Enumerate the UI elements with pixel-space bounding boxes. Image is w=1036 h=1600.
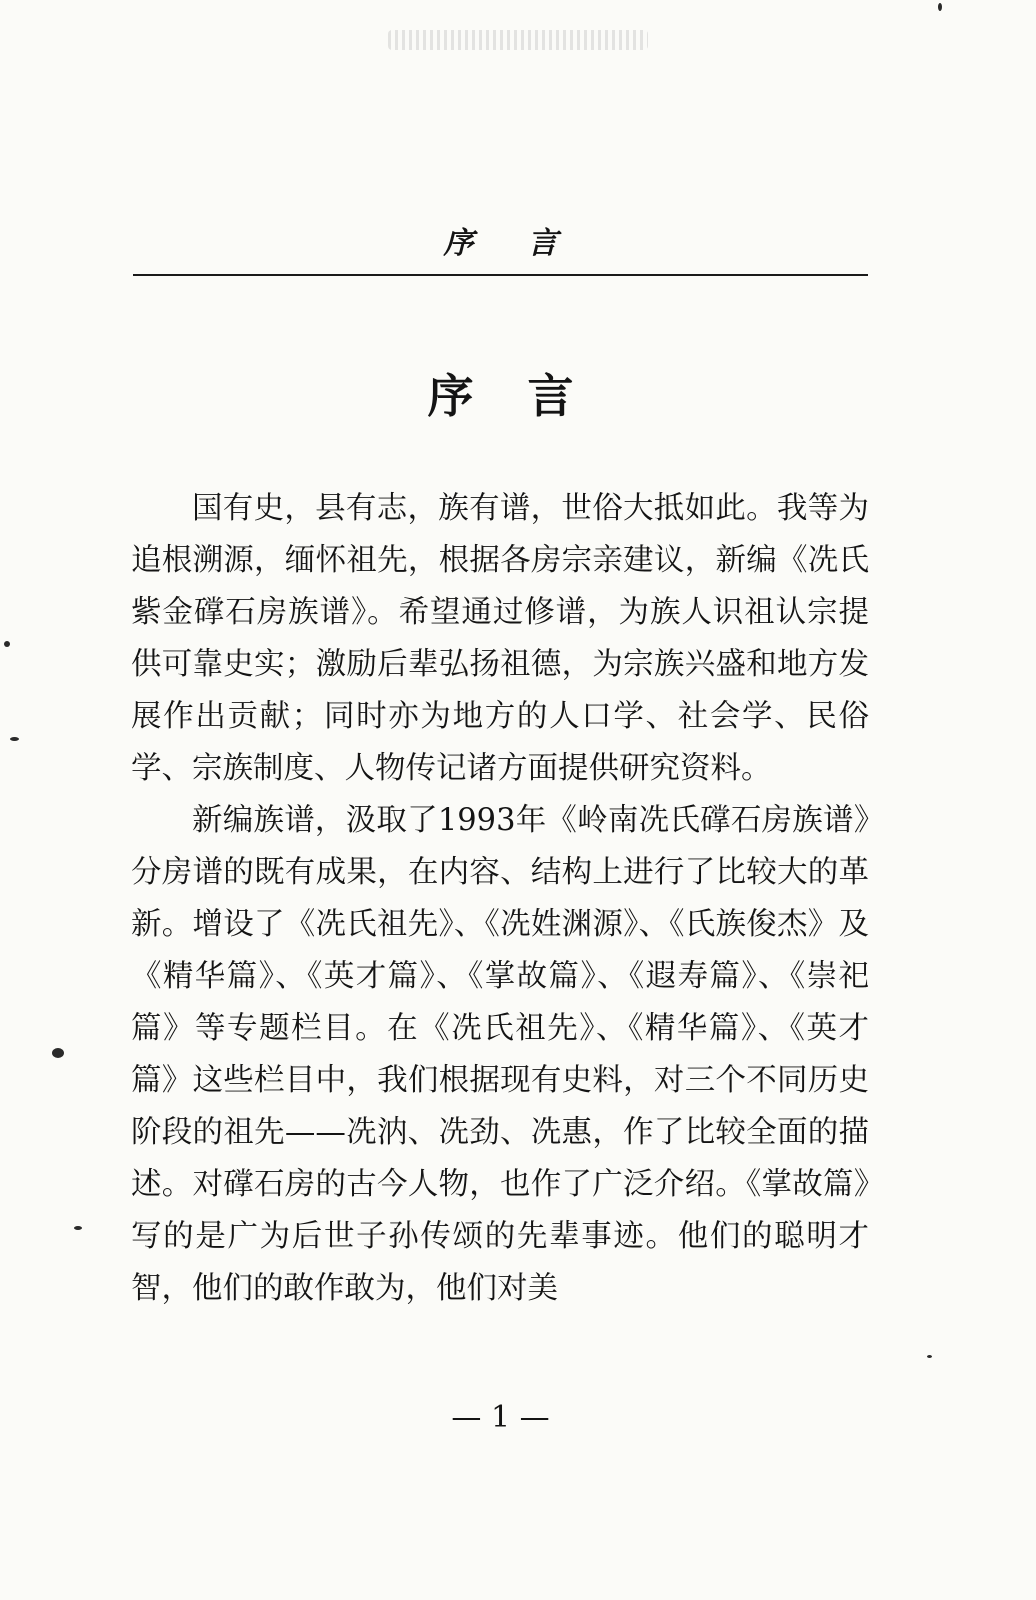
- chapter-title: 序言: [427, 369, 628, 423]
- bleed-through-marks: [388, 30, 648, 50]
- body-text: [131, 483, 869, 1315]
- scan-speck: [52, 1048, 64, 1058]
- scan-speck: [927, 1355, 932, 1358]
- scan-speck: [4, 641, 10, 647]
- header-rule: [133, 274, 868, 276]
- running-head-title: 序言: [443, 226, 612, 261]
- paragraph-2: 新编族谱，汲取了1993年《岭南冼氏礃石房族谱》分房谱的既有成果，在内容、结构上进行了比较大的革新。增设了《冼氏祖先》、《冼姓渊源》、《氏族俊杰》及《精华篇》、《英才篇》、《掌故篇》、《遐寿篇》、《崇祀篇》等专题栏目。在《冼氏祖先》、《精华篇》、《英才篇》这些栏目中，我们根据现有史料，对三个不同历史阶段的祖先——冼汭、冼劲、冼惠，作了比较全面的描述。对礃石房的古今人物，也作了广泛介绍。《掌故篇》写的是广为后世子孙传颂的先辈事迹。他们的聪明才智，他们的敢作敢为，他们对美: [131, 803, 869, 1306]
- scan-speck: [10, 737, 19, 741]
- page-number: — 1 —: [451, 1400, 550, 1435]
- paragraph-1: 国有史，县有志，族有谱，世俗大抵如此。我等为追根溯源，缅怀祖先，根据各房宗亲建议，新编《冼氏紫金礃石房族谱》。希望通过修谱，为族人识祖认宗提供可靠史实；激励后辈弘扬祖德，为宗族兴盛和地方发展作出贡献；同时亦为地方的人口学、社会学、民俗学、宗族制度、人物传记诸方面提供研究资料。: [131, 491, 869, 786]
- scan-speck: [74, 1226, 82, 1230]
- scan-speck: [938, 3, 942, 11]
